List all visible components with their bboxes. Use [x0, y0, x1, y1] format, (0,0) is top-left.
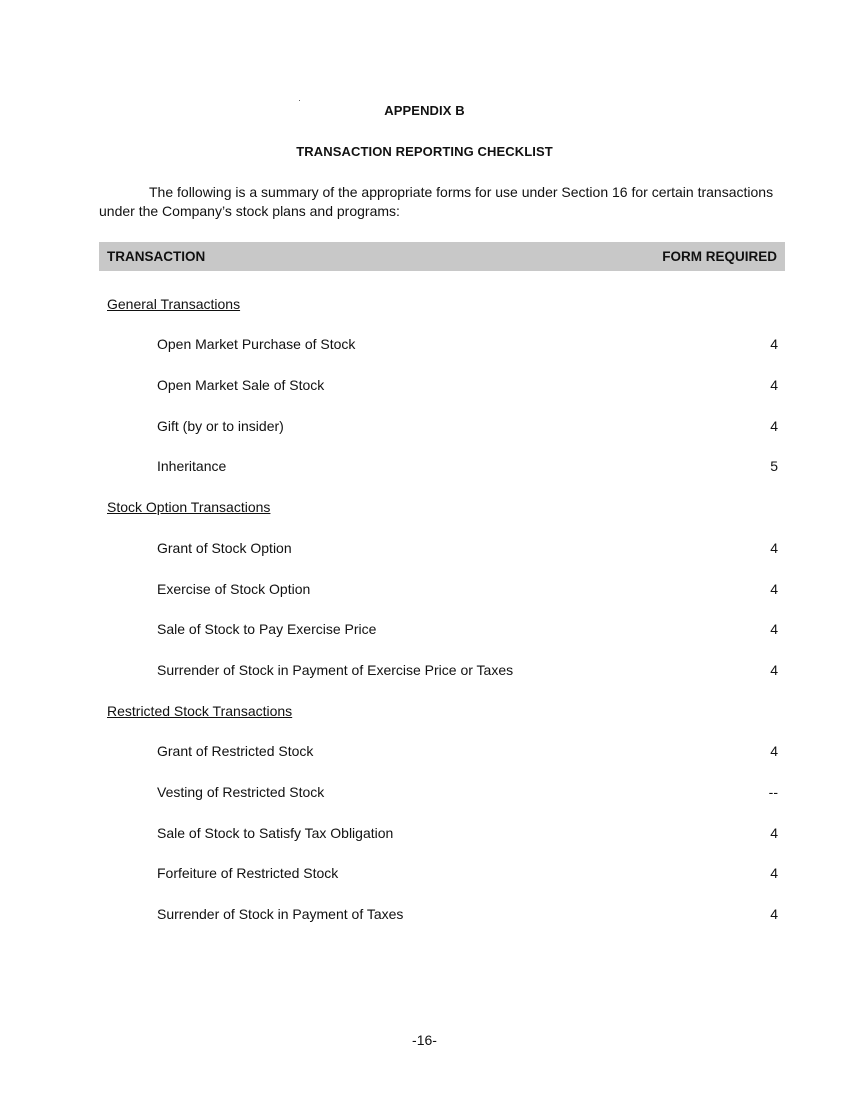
- header-transaction: TRANSACTION: [107, 249, 206, 264]
- transaction-label: Grant of Restricted Stock: [157, 743, 314, 759]
- transaction-label: Inheritance: [157, 458, 227, 474]
- form-value: 4: [770, 906, 778, 922]
- form-value: 4: [770, 377, 778, 393]
- transaction-label: Vesting of Restricted Stock: [157, 784, 325, 800]
- form-value: 4: [770, 418, 778, 434]
- transaction-label: Surrender of Stock in Payment of Taxes: [157, 906, 404, 922]
- form-value: 5: [770, 458, 778, 474]
- scan-speck: [299, 100, 300, 101]
- transaction-label: Open Market Purchase of Stock: [157, 336, 356, 352]
- table-row: [157, 581, 778, 601]
- header-form-required: FORM REQUIRED: [662, 249, 777, 264]
- form-value: 4: [770, 662, 778, 678]
- section-heading-stock-option: Stock Option Transactions: [107, 499, 271, 515]
- table-row: [157, 336, 778, 356]
- page-number: -16-: [412, 1032, 437, 1048]
- table-row: [157, 621, 778, 641]
- table-header: [99, 242, 785, 271]
- form-value: 4: [770, 743, 778, 759]
- table-row: [157, 906, 778, 926]
- form-value: 4: [770, 825, 778, 841]
- form-value: 4: [770, 581, 778, 597]
- form-value: --: [768, 784, 778, 800]
- transaction-label: Grant of Stock Option: [157, 540, 292, 556]
- table-row: [157, 540, 778, 560]
- transaction-label: Forfeiture of Restricted Stock: [157, 865, 339, 881]
- table-row: [157, 377, 778, 397]
- table-row: [157, 743, 778, 763]
- form-value: 4: [770, 621, 778, 637]
- section-heading-general: General Transactions: [107, 296, 241, 312]
- page-title: TRANSACTION REPORTING CHECKLIST: [296, 144, 553, 159]
- table-row: [157, 825, 778, 845]
- transaction-label: Gift (by or to insider): [157, 418, 284, 434]
- form-value: 4: [770, 865, 778, 881]
- table-row: [157, 784, 778, 804]
- table-row: [157, 662, 778, 682]
- intro-paragraph: The following is a summary of the appropriate forms for use under Section 16 for certain transactions under the Company’s stock plans and programs:: [99, 184, 774, 219]
- section-heading-restricted-stock: Restricted Stock Transactions: [107, 703, 293, 719]
- transaction-label: Sale of Stock to Pay Exercise Price: [157, 621, 377, 637]
- transaction-label: Sale of Stock to Satisfy Tax Obligation: [157, 825, 394, 841]
- transaction-label: Open Market Sale of Stock: [157, 377, 325, 393]
- table-row: [157, 458, 778, 478]
- appendix-label: APPENDIX B: [384, 103, 465, 118]
- transaction-label: Surrender of Stock in Payment of Exercise Price or Taxes: [157, 662, 514, 678]
- table-row: [157, 865, 778, 885]
- transaction-label: Exercise of Stock Option: [157, 581, 311, 597]
- form-value: 4: [770, 540, 778, 556]
- form-value: 4: [770, 336, 778, 352]
- table-row: [157, 418, 778, 438]
